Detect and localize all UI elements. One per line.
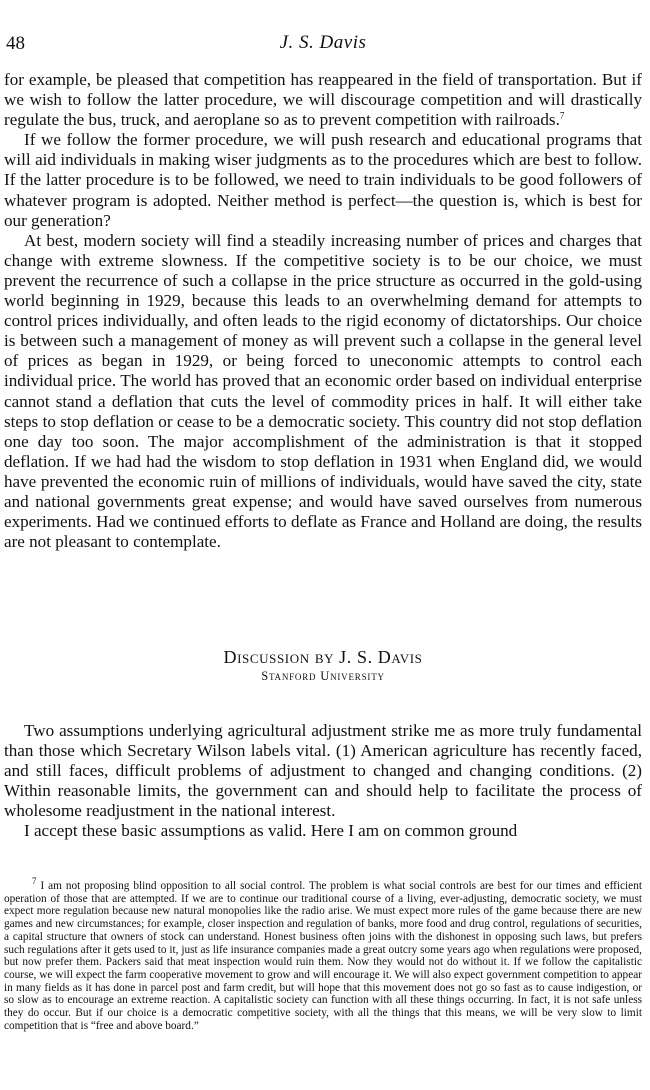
paragraph: If we follow the former procedure, we will push research and educational programs that will aid individuals in making wiser judgments as to the procedures which are best to follow. If the latter procedure is to be followed, we need to train individuals to be good followers of whatever program is adopted. Neither method is perfect—the question is, which is best for our generation? [4,130,642,230]
page-number: 48 [6,33,25,54]
footnote-marker: 7 [32,876,37,887]
running-head: J. S. Davis [279,32,367,53]
paragraph [4,70,642,130]
discussion-heading [4,646,642,684]
paragraph: I accept these basic assumptions as valid. Here I am on common ground [24,821,518,841]
footnote-reference[interactable]: 7 [559,110,565,121]
discussion-affiliation: Stanford University [261,669,385,683]
page-header [4,0,642,60]
page [4,0,642,1032]
footnote-text: I am not proposing blind opposition to all social control. The problem is what social controls are best for our times and efficient operation of those that are attempted. If we are to continue our traditional course of a living, ever-adjusting, democratic society, we must expect more regulation because new natural monopolies like the radio arise. We must expect more rules of the game because there are new games and new circumstances; for example, closer inspection and regulation of banks, more food and drug control, regulations of securities, a capital structure that owners of stock can understand. Honest business often joins with the dishonest in opposing such laws, but prefers such regulations after it gets used to it, just as life insurance companies made a great outcry some years ago when regulations were proposed, but now prefer them. Packers said that meat inspection would ruin them. Now they would not do without it. If we follow the capitalistic course, we will expect the farm cooperative movement to grow and will encourage it. We will also expect government competition to appear in many fields as it has done in parcel post and farm credit, but will hope that this movement does not go so fast as to cause indigestion, or so slow as to encourage an extreme reaction. A capitalistic society can function with all these things occurring. In fact, it is not safe unless they do occur. But if our choice is a democratic competitive society, with all the things that this means, we will be very slow to limit competition that is “free and above board.” [4,880,642,1032]
discussion-title: Discussion by J. S. Davis [223,647,423,667]
paragraph: At best, modern society will find a steadily increasing number of prices and charges that change with extreme slowness. If the competitive society is to be our choice, we must prevent the recurrence of such a collapse in the price structure as occurred in the gold-using world beginning in 1929, because this leads to an overwhelming demand for attempts to control prices individually, and often leads to the rigid economy of dictatorships. Our choice is between such a management of money as will prevent such a collapse in the general level of prices as began in 1929, or being forced to uneconomic attempts to control each individual price. The world has proved that an economic order based on individual enterprise cannot stand a deflation that cuts the level of commodity prices in half. It will either take steps to stop deflation or cease to be a democratic society. This country did not stop deflation one day too soon. The major accomplishment of the administration is that it stopped deflation. If we had had the wisdom to stop deflation in 1931 when England did, we would have prevented the economic ruin of millions of individuals, would have saved the city, state and national governments great expense; and would have saved ourselves from numerous experiments. Had we continued efforts to deflate as France and Holland are doing, the results are not pleasant to contemplate. [4,230,642,552]
discussion-text [4,721,642,842]
main-text [4,70,642,552]
paragraph-text: for example, be pleased that competition has reappeared in the field of transportation. But if we wish to follow the latter procedure, we will discourage competition and will drastically regulate the bus, truck, and aeroplane so as to prevent competition with railroads. [4,70,642,130]
paragraph: Two assumptions underlying agricultural adjustment strike me as more truly fundamental than those which Secretary Wilson labels vital. (1) American agriculture has recently faced, and still faces, difficult problems of adjustment to changed and changing conditions. (2) Within reasonable limits, the government can and should help to facilitate the process of wholesome readjustment in the national interest. [4,721,642,821]
footnote [4,876,642,1032]
